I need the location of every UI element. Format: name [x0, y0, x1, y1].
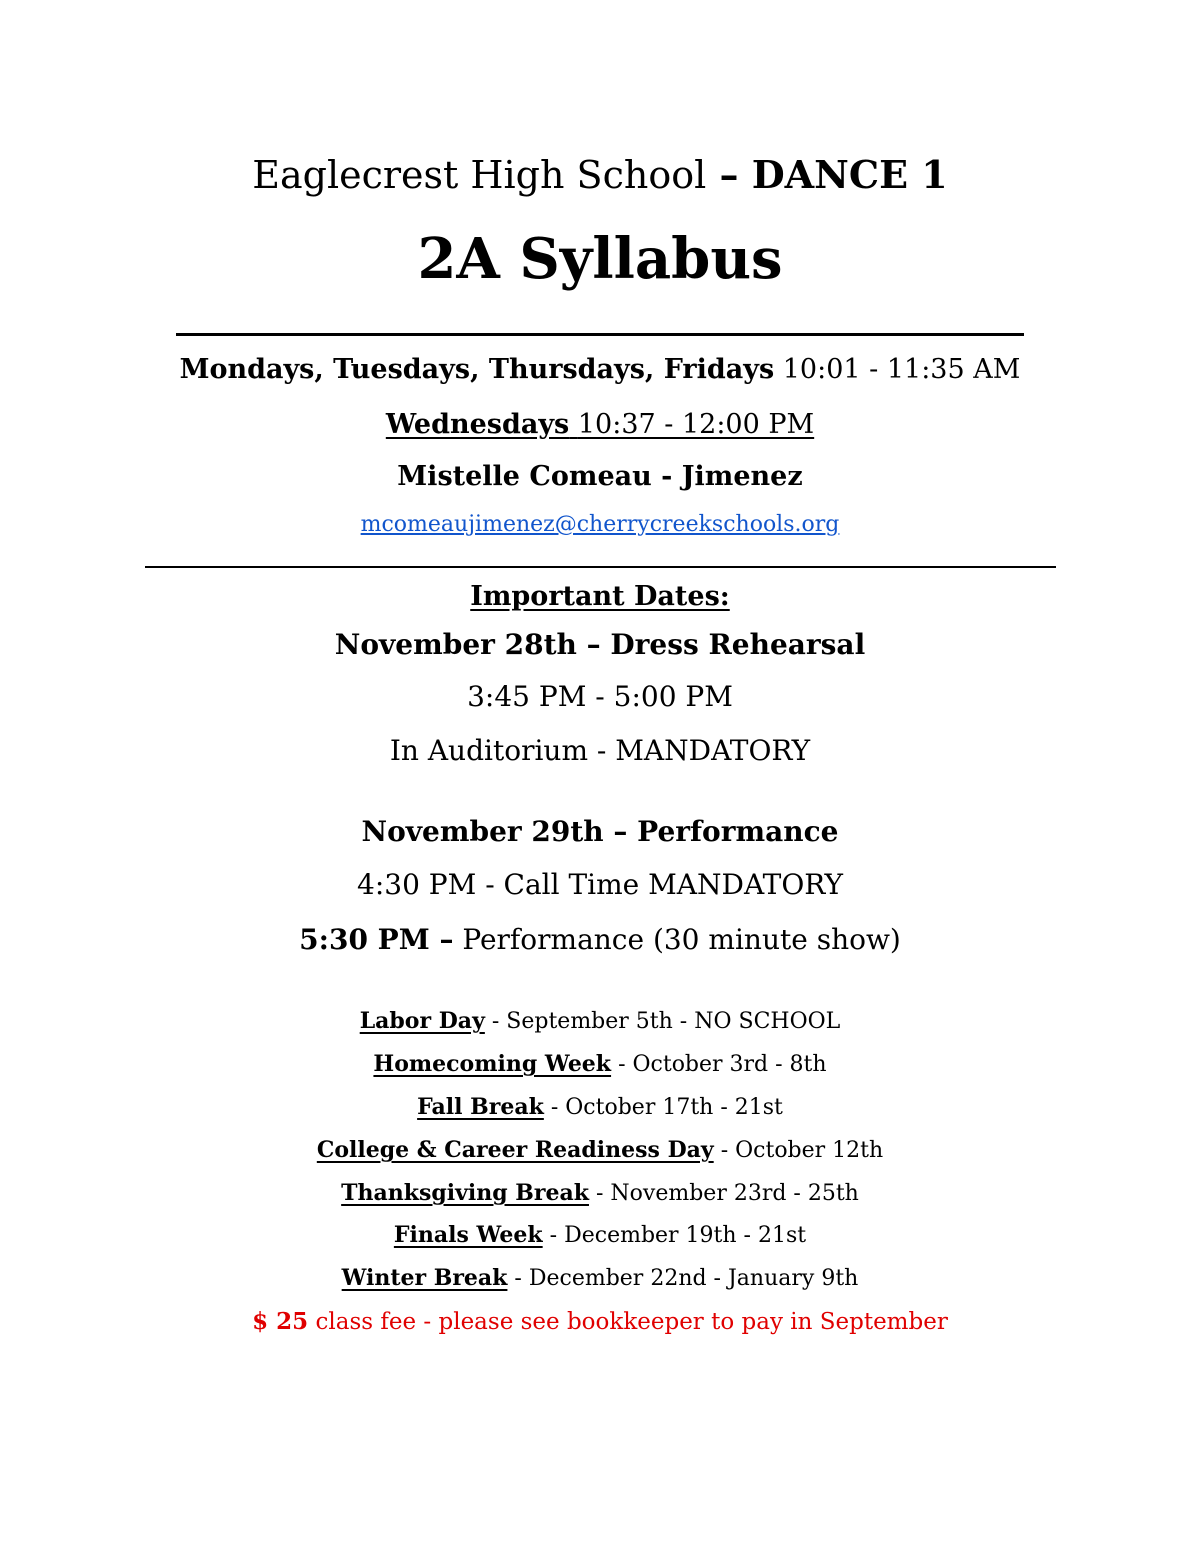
schedule-days-wednesday: Wednesdays: [385, 409, 570, 440]
list-item: [0, 1008, 1200, 1034]
schedule-time-main: 10:01 - 11:35 AM: [782, 354, 1021, 385]
date-detail: - September 5th - NO SCHOOL: [491, 1009, 841, 1034]
date-label: Finals Week: [393, 1222, 543, 1248]
date-detail: - December 22nd - January 9th: [514, 1266, 859, 1291]
rehearsal-location: In Auditorium - MANDATORY: [389, 734, 811, 767]
date-detail: - November 23rd - 25th: [595, 1181, 859, 1206]
important-dates-heading-text: Important Dates:: [470, 581, 730, 612]
rehearsal-title: November 28th – Dress Rehearsal: [334, 628, 866, 661]
list-item: [0, 1094, 1200, 1120]
date-detail: - October 17th - 21st: [550, 1095, 783, 1120]
class-fee-notice: [0, 1308, 1200, 1335]
middle-divider: [145, 566, 1056, 568]
date-label: Labor Day: [359, 1008, 485, 1034]
date-label: Fall Break: [417, 1094, 544, 1120]
class-fee-text: class fee - please see bookkeeper to pay in September: [315, 1309, 948, 1335]
performance-show-line: [0, 923, 1200, 956]
date-label: Homecoming Week: [373, 1051, 612, 1077]
list-item: [0, 1180, 1200, 1206]
top-divider: [176, 333, 1024, 336]
list-item: [0, 1051, 1200, 1077]
performance-title: November 29th – Performance: [361, 815, 839, 848]
date-detail: - December 19th - 21st: [549, 1223, 807, 1248]
date-detail: - October 3rd - 8th: [618, 1052, 827, 1077]
schedule-wednesday: [0, 409, 1200, 440]
performance-show-description: Performance (30 minute show): [462, 923, 901, 956]
course-name: DANCE 1: [751, 152, 948, 197]
schedule-days-main: Mondays, Tuesdays, Thursdays, Fridays: [179, 354, 775, 385]
date-detail: - October 12th: [720, 1138, 884, 1163]
date-label: College & Career Readiness Day: [316, 1137, 714, 1163]
school-course-line: [0, 152, 1200, 197]
list-item: [0, 1137, 1200, 1163]
schedule-main: [0, 354, 1200, 385]
performance-show-time: 5:30 PM –: [299, 923, 454, 956]
performance-call-time: 4:30 PM - Call Time MANDATORY: [357, 868, 843, 901]
date-label: Winter Break: [341, 1265, 508, 1291]
title-separator: –: [706, 152, 752, 197]
instructor-email-line: [0, 512, 1200, 537]
list-item: [0, 1222, 1200, 1248]
important-dates-heading: [0, 581, 1200, 612]
school-name: Eaglecrest High School: [252, 153, 707, 197]
schedule-time-wednesday: 10:37 - 12:00 PM: [577, 409, 815, 440]
instructor-email-link[interactable]: mcomeaujimenez@cherrycreekschools.org: [360, 512, 840, 537]
class-fee-amount: $ 25: [252, 1308, 309, 1335]
rehearsal-time: 3:45 PM - 5:00 PM: [467, 680, 733, 713]
schedule-wednesday-underlined: [386, 409, 814, 440]
page-title: 2A Syllabus: [417, 226, 783, 292]
list-item: [0, 1265, 1200, 1291]
date-label: Thanksgiving Break: [341, 1180, 589, 1206]
instructor-name: Mistelle Comeau - Jimenez: [397, 461, 803, 492]
